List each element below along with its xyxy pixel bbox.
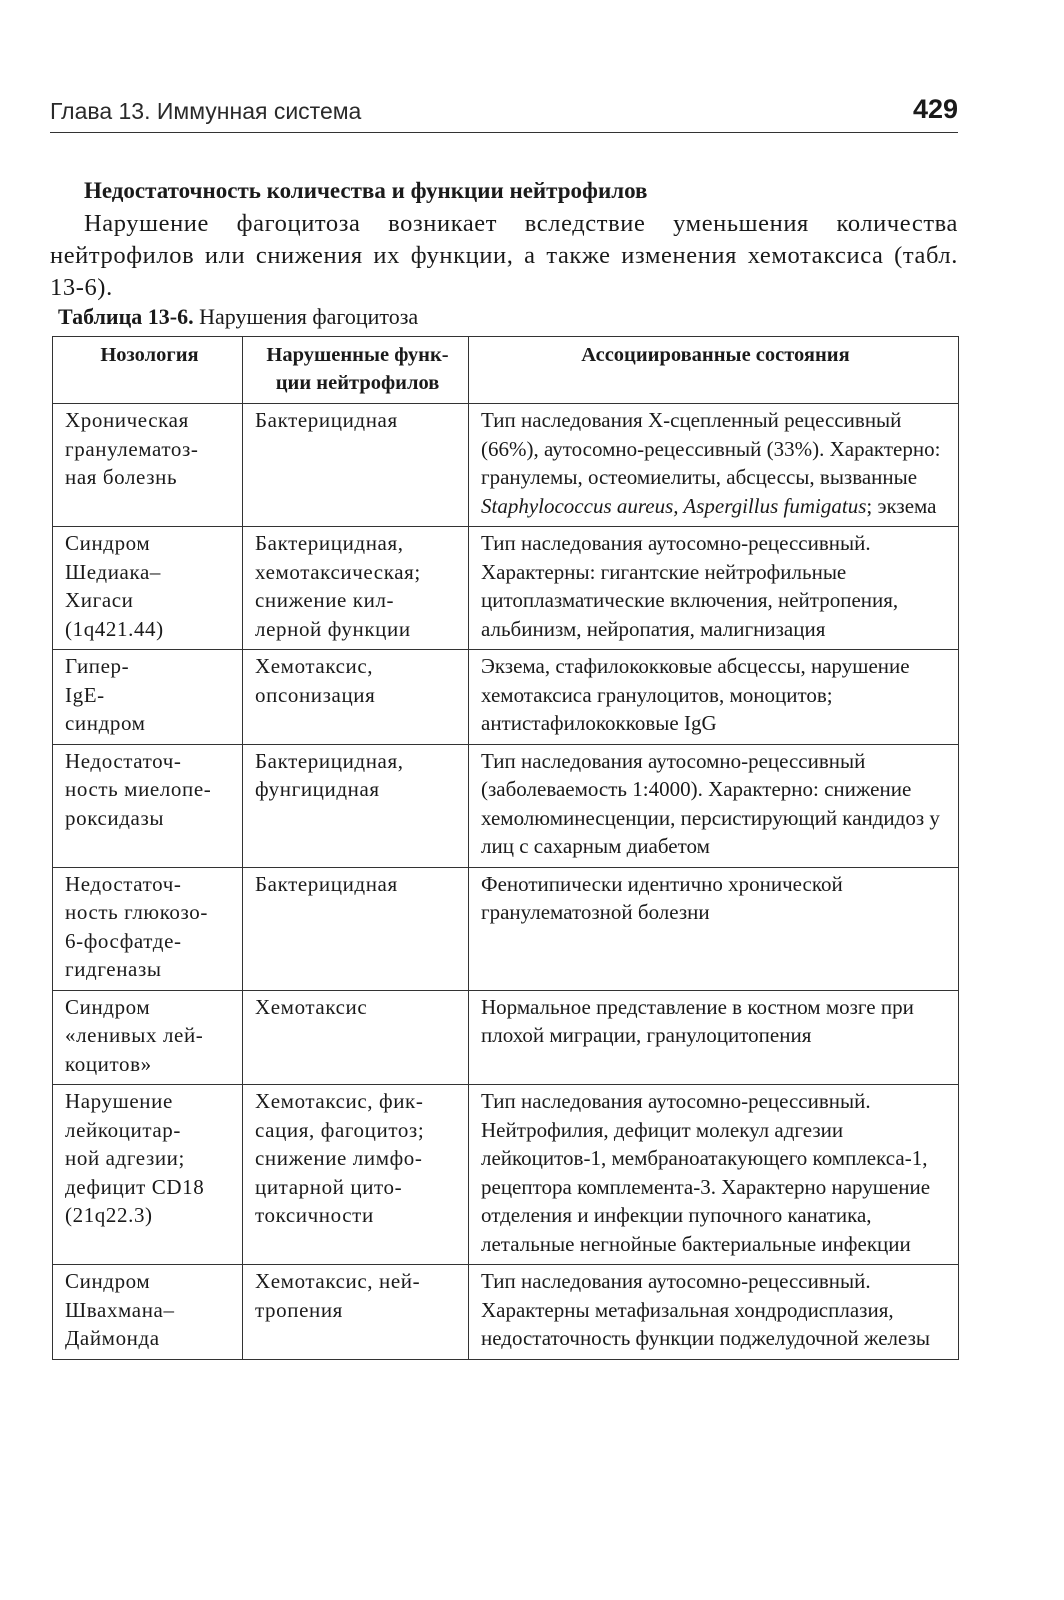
disease-cell: Гипер- IgE- синдром <box>53 650 243 745</box>
paragraph-text: Нарушение фагоцитоза возникает вследствие уменьшения количества нейтрофилов или снижения их функции, а также изменения хемотаксиса (табл. 13-6). <box>50 210 958 301</box>
header-functions: Нарушенные функ- ции нейтрофилов <box>243 337 469 404</box>
disease-cell: Нарушение лейкоцитар- ной адгезии; дефицит CD18 (21q22.3) <box>53 1085 243 1265</box>
disease-cell: Синдром Швахмана– Даймонда <box>53 1265 243 1360</box>
body-paragraph <box>50 208 958 304</box>
functions-cell: Хемотаксис, фик- сация, фагоцитоз; снижение лимфо- цитарной цито- токсичности <box>243 1085 469 1265</box>
conditions-cell: Тип наследования аутосомно-рецессивный. Нейтрофилия, дефицит молекул адгезии лейкоцитов-1, мембраноатакующего комплекса-1, рецептора комплемента-3. Характерно нарушение отделения и инфекции пупочного канатика, летальные негнойные бактериальные инфекции <box>469 1085 959 1265</box>
header-nosology: Нозология <box>53 337 243 404</box>
running-header <box>50 92 958 133</box>
chapter-title: Глава 13. Иммунная система <box>50 98 362 124</box>
table-caption-text: Нарушения фагоцитоза <box>199 304 419 329</box>
disease-cell: Хроническая гранулематоз- ная болезнь <box>53 404 243 527</box>
conditions-cell: Экзема, стафилококковые абсцессы, нарушение хемотаксиса гранулоцитов, моноцитов; антистафилококковые IgG <box>469 650 959 745</box>
table-row <box>53 867 959 990</box>
disease-cell: Синдром «ленивых лей- коцитов» <box>53 990 243 1085</box>
table-row <box>53 527 959 650</box>
header-conditions: Ассоциированные состояния <box>469 337 959 404</box>
table-caption-label: Таблица 13-6. <box>58 304 194 329</box>
phagocytosis-disorders-table <box>52 336 959 1360</box>
disease-cell: Недостаточ- ность глюкозо- 6-фосфатде- гидгеназы <box>53 867 243 990</box>
table-header-row <box>53 337 959 404</box>
disease-cell: Синдром Шедиака– Хигаси (1q421.44) <box>53 527 243 650</box>
conditions-cell: Фенотипически идентично хронической гранулематозной болезни <box>469 867 959 990</box>
table-row <box>53 744 959 867</box>
conditions-text-end: ; экзема <box>866 493 937 518</box>
section-title: Недостаточность количества и функции нейтрофилов <box>84 178 648 203</box>
table-row <box>53 404 959 527</box>
page-number: 429 <box>912 94 958 124</box>
conditions-cell <box>469 404 959 527</box>
table-row <box>53 1085 959 1265</box>
functions-cell: Хемотаксис, опсонизация <box>243 650 469 745</box>
conditions-cell: Тип наследования аутосомно-рецессивный. Характерны метафизальная хондродисплазия, недостаточность функции поджелудочной железы <box>469 1265 959 1360</box>
functions-cell: Бактерицидная, фунгицидная <box>243 744 469 867</box>
functions-cell: Бактерицидная <box>243 867 469 990</box>
table-row <box>53 990 959 1085</box>
table-row <box>53 1265 959 1360</box>
functions-cell: Хемотаксис <box>243 990 469 1085</box>
pathogen-names: Staphylococcus aureus, Aspergillus fumigatus <box>481 493 867 518</box>
table-row <box>53 650 959 745</box>
conditions-cell: Нормальное представление в костном мозге при плохой миграции, гранулоцитопения <box>469 990 959 1085</box>
table-caption <box>58 304 418 330</box>
functions-cell: Бактерицидная, хемотаксическая; снижение кил- лерной функции <box>243 527 469 650</box>
functions-cell: Хемотаксис, ней- тропения <box>243 1265 469 1360</box>
disease-cell: Недостаточ- ность миелопе- роксидазы <box>53 744 243 867</box>
conditions-cell: Тип наследования аутосомно-рецессивный (заболеваемость 1:4000). Характерно: снижение хемолюминесценции, персистирующий кандидоз у лиц с сахарным диабетом <box>469 744 959 867</box>
conditions-cell: Тип наследования аутосомно-рецессивный. Характерны: гигантские нейтрофильные цитоплазматические включения, нейтропения, альбинизм, нейропатия, малигнизация <box>469 527 959 650</box>
functions-cell: Бактерицидная <box>243 404 469 527</box>
conditions-text: Тип наследования X-сцепленный рецессивный (66%), аутосомно-рецессивный (33%). Характерно: гранулемы, остеомиелиты, абсцессы, вызванные <box>481 408 941 489</box>
